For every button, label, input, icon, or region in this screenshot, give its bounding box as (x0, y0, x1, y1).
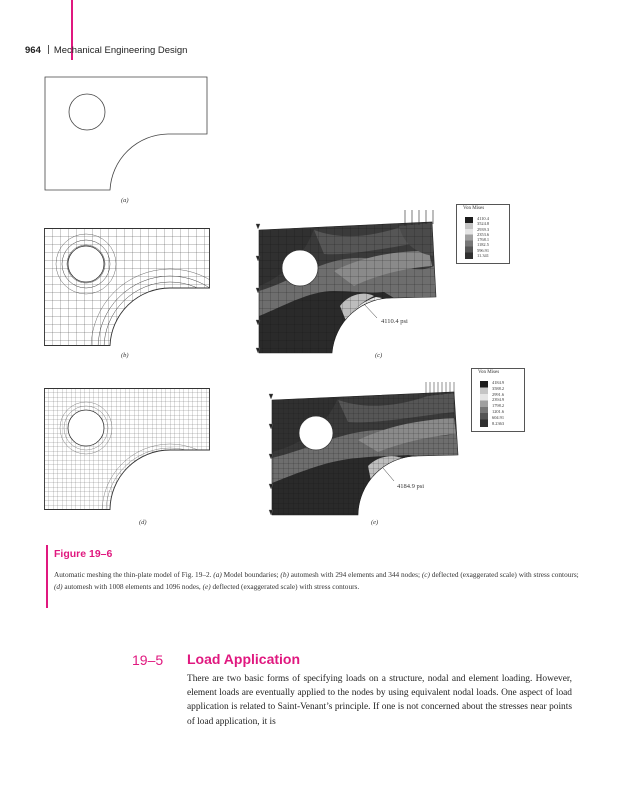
legend-e-title: Von Mises (478, 370, 500, 375)
panel-label-d: (d) (139, 519, 147, 526)
legend-e-values: 4184.9 3588.2 2991.6 2394.9 1798.2 1201.6 604.91 8.2363 (492, 380, 505, 426)
section-body: There are two basic forms of specifying loads on a structure, nodal and element loading. However, element loads are eventually applied to the nodes by using equivalent nodal loads. One aspect of load application is related to Saint-Venant’s principle. If one is not concerned about the stresses near points of load application, it is (187, 674, 572, 727)
page-number: 964 (25, 45, 41, 56)
section-number: 19–5 (132, 652, 164, 668)
panel-e-contours (268, 378, 464, 518)
caption-rule (46, 545, 48, 608)
panel-label-e: (e) (371, 519, 379, 526)
legend-c-title: Von Mises (463, 206, 485, 211)
panel-d-mesh (44, 388, 212, 512)
legend-e-swatches (480, 381, 488, 427)
section-title: Load Application (187, 651, 301, 667)
running-head (25, 45, 187, 56)
panel-a-boundary (44, 76, 209, 192)
legend-e (471, 368, 525, 432)
legend-c (456, 204, 510, 264)
head-separator (48, 45, 49, 54)
panel-label-c: (c) (375, 352, 383, 359)
annotation-e: 4184.9 psi (397, 483, 425, 490)
annotation-c: 4110.4 psi (381, 318, 408, 325)
panel-label-b: (b) (121, 352, 129, 359)
legend-c-swatches (465, 217, 473, 259)
figure-caption: Automatic meshing the thin-plate model of Fig. 19–2. (a) Model boundaries; (b) automesh with 294 elements and 344 nodes; (c) deflected (exaggerated scale) with stress contours; (d) automesh with 1008 elements and 1096 nodes, (e) deflected (exaggerated scale) with stress contours. (54, 570, 579, 591)
book-title: Mechanical Engineering Design (53, 45, 188, 56)
figure-title: Figure 19–6 (54, 548, 113, 560)
legend-c-values: 4110.4 3524.8 2939.3 2353.6 1768.1 1182.5 596.91 11.341 (477, 216, 490, 259)
panel-b-mesh (44, 228, 212, 348)
panel-label-a: (a) (121, 197, 129, 204)
